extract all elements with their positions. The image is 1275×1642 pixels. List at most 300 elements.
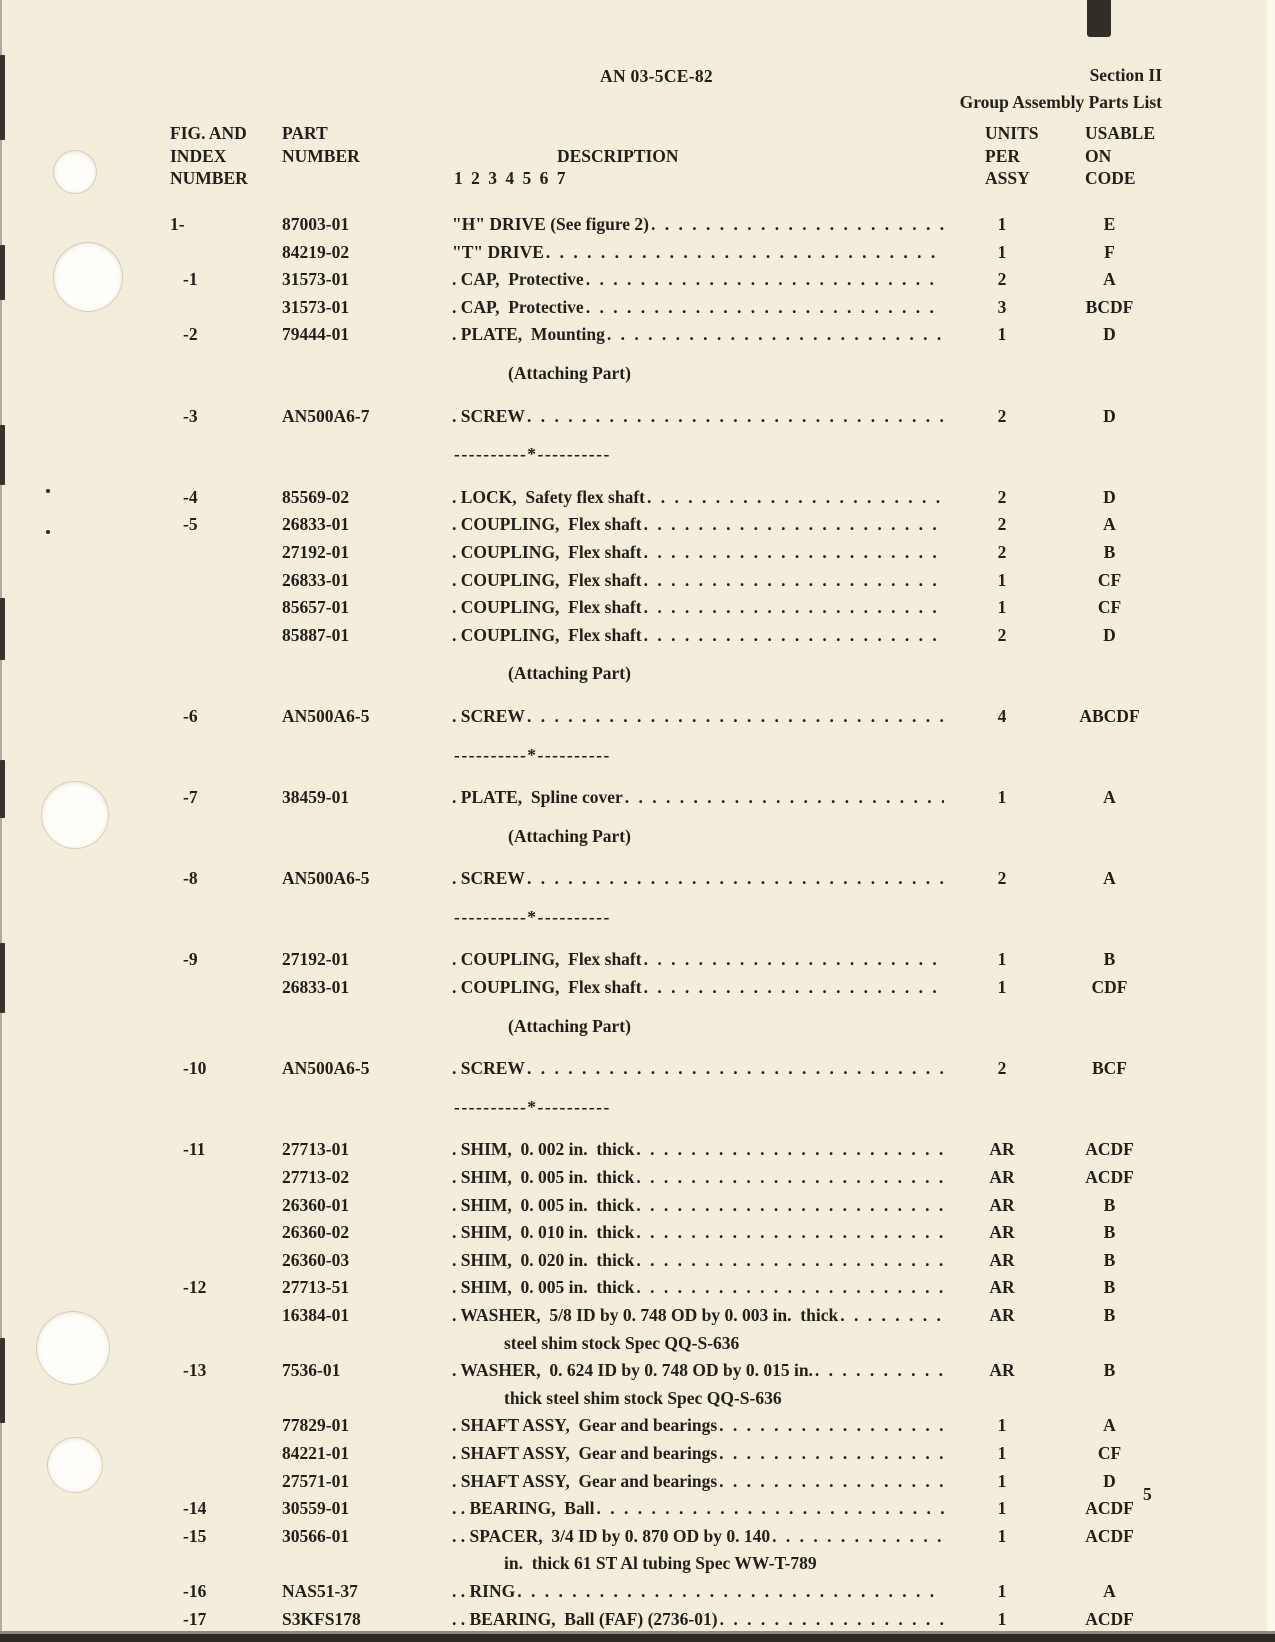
description-text: . SHIM, 0. 010 in. thick [452, 1222, 635, 1243]
table-row [170, 622, 1162, 650]
description-text: . COUPLING, Flex shaft [452, 514, 642, 535]
part-number-cell: 26360-01 [282, 1194, 350, 1215]
fig-index-cell: -5 [183, 514, 198, 535]
description-cell [452, 403, 947, 431]
table-row [170, 1578, 1162, 1606]
description-text: "T" DRIVE [452, 241, 544, 262]
col-header-units: PER [985, 145, 1020, 166]
units-cell: 1 [997, 324, 1007, 345]
group-separator [170, 742, 1162, 770]
units-cell: 1 [997, 241, 1007, 262]
attaching-part-note [170, 1013, 1162, 1041]
table-row [170, 1357, 1162, 1385]
top-right-scan-mark [1087, 0, 1111, 37]
table-row [170, 1055, 1162, 1083]
fig-index-cell: -16 [183, 1580, 207, 1601]
dot-leader [636, 1247, 944, 1275]
table-row [170, 784, 1162, 812]
fig-index-cell: -6 [183, 705, 198, 726]
description-cell [452, 1164, 947, 1192]
table-row [170, 1606, 1162, 1634]
description-text: . PLATE, Mounting [452, 324, 605, 345]
description-cell [452, 1385, 1162, 1413]
col-header-desc: DESCRIPTION [557, 145, 679, 166]
attaching-part-label: (Attaching Part) [508, 362, 631, 383]
fig-index-cell: -14 [183, 1498, 207, 1519]
separator-label: ----------*---------- [454, 1096, 611, 1117]
description-cell [452, 211, 947, 239]
fig-index-cell: -9 [183, 949, 198, 970]
description-cell [452, 1495, 947, 1523]
description-text: . SCREW [452, 405, 525, 426]
usable-code-cell: BCF [1092, 1058, 1127, 1079]
left-edge-mark [0, 760, 5, 818]
table-row [170, 594, 1162, 622]
units-cell: 2 [997, 1058, 1007, 1079]
punch-hole [54, 243, 122, 311]
dot-leader [644, 594, 944, 622]
units-cell: 1 [997, 977, 1007, 998]
attaching-part-label: (Attaching Part) [508, 825, 631, 846]
col-header-desc [452, 122, 947, 145]
units-cell: AR [989, 1249, 1015, 1270]
usable-code-cell: B [1103, 1249, 1116, 1270]
part-number-cell: 26833-01 [282, 569, 350, 590]
table-row [170, 239, 1162, 267]
usable-code-cell: B [1103, 541, 1116, 562]
usable-code-cell: B [1103, 1194, 1116, 1215]
description-cell [452, 1578, 947, 1606]
part-number-cell: AN500A6-5 [282, 705, 370, 726]
units-cell: 4 [997, 705, 1007, 726]
description-text: . WASHER, 0. 624 ID by 0. 748 OD by 0. 015 in. [452, 1360, 813, 1381]
description-cell [452, 1274, 947, 1302]
description-cell [452, 1606, 947, 1634]
description-text: . SHIM, 0. 005 in. thick [452, 1277, 635, 1298]
table-row [170, 865, 1162, 893]
table-row [170, 1440, 1162, 1468]
dot-leader [719, 1440, 944, 1468]
table-row [170, 1523, 1162, 1551]
left-edge-mark [0, 598, 5, 660]
part-number-cell: S3KFS178 [282, 1608, 361, 1629]
part-number-cell: 26360-03 [282, 1249, 350, 1270]
table-row [170, 511, 1162, 539]
table-row [170, 974, 1162, 1002]
part-number-cell: 87003-01 [282, 214, 350, 234]
part-number-cell: 31573-01 [282, 269, 350, 290]
dot-leader [517, 1578, 944, 1606]
usable-code-cell: ACDF [1085, 1139, 1134, 1160]
description-text: . PLATE, Spline cover [452, 787, 623, 808]
attaching-part-label: (Attaching Part) [508, 1015, 631, 1036]
description-text: . COUPLING, Flex shaft [452, 569, 642, 590]
description-text: . SHAFT ASSY, Gear and bearings [452, 1442, 718, 1463]
usable-code-cell: ACDF [1085, 1498, 1134, 1519]
usable-code-cell: B [1103, 949, 1116, 970]
fig-index-cell: -4 [183, 486, 198, 507]
units-cell: 2 [997, 486, 1007, 507]
table-row [170, 539, 1162, 567]
usable-code-cell: CF [1097, 1442, 1122, 1463]
dot-leader [719, 1412, 944, 1440]
dot-leader [636, 1274, 944, 1302]
table-row [170, 211, 1162, 239]
description-text: . CAP, Protective [452, 269, 584, 290]
dot-leader [607, 321, 944, 349]
right-edge-highlight [1267, 0, 1275, 1642]
dot-leader [527, 403, 944, 431]
description-text: thick steel shim stock Spec QQ-S-636 [504, 1387, 782, 1408]
usable-code-cell: B [1103, 1305, 1116, 1325]
description-cell [452, 1440, 947, 1468]
fig-index-cell: -8 [183, 868, 198, 889]
description-text: steel shim stock Spec QQ-S-636 [504, 1332, 740, 1353]
usable-code-cell: A [1103, 269, 1116, 290]
description-cell [452, 622, 947, 650]
usable-code-cell: A [1103, 868, 1116, 889]
description-cell [452, 974, 947, 1002]
table-row [170, 294, 1162, 322]
usable-code-cell: ACDF [1085, 1167, 1134, 1188]
usable-code-cell: A [1103, 787, 1116, 808]
part-number-cell: 27713-01 [282, 1139, 350, 1160]
units-cell: 1 [997, 1525, 1007, 1546]
part-number-cell: 26833-01 [282, 977, 350, 998]
column-header-line-3 [170, 167, 1162, 190]
usable-code-cell: B [1103, 1222, 1116, 1243]
description-text: . SCREW [452, 868, 525, 889]
description-text: . CAP, Protective [452, 296, 584, 317]
units-cell: AR [989, 1305, 1015, 1325]
dot-leader [647, 484, 944, 512]
description-text: . . BEARING, Ball (FAF) (2736-01) [452, 1608, 718, 1629]
group-separator [170, 904, 1162, 932]
col-header-part [282, 167, 452, 190]
units-cell: 2 [997, 405, 1007, 426]
paper-speck [46, 489, 50, 493]
punch-hole [42, 782, 108, 848]
table-row [170, 1274, 1162, 1302]
table-column-headers [170, 122, 1162, 190]
table-row [170, 1302, 1162, 1330]
punch-hole [37, 1312, 109, 1384]
description-cell [452, 1523, 947, 1551]
group-separator [170, 1094, 1162, 1122]
description-text: . SHIM, 0. 005 in. thick [452, 1194, 635, 1215]
units-cell: AR [989, 1277, 1015, 1298]
units-cell: 1 [997, 1470, 1007, 1491]
description-text: . SCREW [452, 1058, 525, 1079]
units-cell: 1 [997, 949, 1007, 970]
col-header-usable: CODE [1085, 168, 1136, 188]
table-row [170, 484, 1162, 512]
fig-index-cell: -12 [183, 1277, 207, 1298]
part-number-cell: 7536-01 [282, 1360, 341, 1381]
description-text: . COUPLING, Flex shaft [452, 949, 642, 970]
units-cell: 1 [997, 214, 1007, 234]
dot-leader [586, 294, 944, 322]
usable-code-cell: A [1103, 1580, 1116, 1601]
part-number-cell: 79444-01 [282, 324, 350, 345]
description-text: . . BEARING, Ball [452, 1498, 595, 1519]
description-text: . SHIM, 0. 020 in. thick [452, 1249, 635, 1270]
table-row [170, 1412, 1162, 1440]
column-header-line-1 [170, 122, 1162, 145]
section-subtitle: Group Assembly Parts List [959, 92, 1162, 112]
description-cell [452, 511, 947, 539]
units-cell: 1 [997, 1580, 1007, 1601]
units-cell: 2 [997, 269, 1007, 290]
bottom-edge-shadow [0, 1634, 1275, 1642]
description-text: . SHAFT ASSY, Gear and bearings [452, 1470, 718, 1491]
description-continuation [170, 1550, 1162, 1578]
units-cell: 1 [997, 787, 1007, 808]
column-header-line-2 [170, 145, 1162, 168]
description-text: . COUPLING, Flex shaft [452, 624, 642, 645]
part-number-cell: 85657-01 [282, 597, 350, 618]
description-cell [452, 1357, 947, 1385]
usable-code-cell: F [1104, 241, 1115, 262]
attaching-part-note [170, 823, 1162, 851]
usable-code-cell: CDF [1091, 977, 1128, 998]
description-cell [452, 266, 947, 294]
table-row [170, 1164, 1162, 1192]
fig-index-cell: -15 [183, 1525, 207, 1546]
left-edge-mark [0, 245, 5, 300]
dot-leader [527, 1055, 944, 1083]
usable-code-cell: CF [1097, 569, 1122, 590]
punch-hole [48, 1438, 102, 1492]
dot-leader [596, 1495, 944, 1523]
part-number-cell: 31573-01 [282, 296, 350, 317]
description-text: . SHAFT ASSY, Gear and bearings [452, 1415, 718, 1436]
dot-leader [644, 567, 944, 595]
dot-leader [636, 1192, 944, 1220]
col-header-units: UNITS [985, 123, 1039, 143]
dot-leader [772, 1523, 944, 1551]
units-cell: 2 [997, 868, 1007, 889]
usable-code-cell: ACDF [1085, 1608, 1134, 1629]
description-cell [452, 321, 947, 349]
dot-leader [527, 865, 944, 893]
description-text: . LOCK, Safety flex shaft [452, 486, 645, 507]
fig-index-cell: -13 [183, 1360, 207, 1381]
left-edge-mark [0, 943, 5, 1013]
units-cell: 2 [997, 514, 1007, 535]
separator-label: ----------*---------- [454, 744, 611, 765]
description-continuation [170, 1330, 1162, 1358]
dot-leader [840, 1302, 944, 1330]
part-number-cell: 27713-51 [282, 1277, 350, 1298]
punch-hole [54, 151, 96, 193]
description-text: "H" DRIVE (See figure 2) [452, 214, 650, 234]
usable-code-cell: D [1103, 486, 1116, 507]
dot-leader [636, 1136, 944, 1164]
separator-label: ----------*---------- [454, 444, 611, 465]
part-number-cell: NAS51-37 [282, 1580, 358, 1601]
part-number-cell: 38459-01 [282, 787, 350, 808]
table-row [170, 1495, 1162, 1523]
usable-code-cell: BCDF [1085, 296, 1134, 317]
units-cell: 1 [997, 1498, 1007, 1519]
part-number-cell: 77829-01 [282, 1415, 350, 1436]
col-header-fig: NUMBER [170, 168, 248, 188]
table-row [170, 946, 1162, 974]
units-cell: 2 [997, 541, 1007, 562]
part-number-cell: 30559-01 [282, 1498, 350, 1519]
description-text: . SHIM, 0. 002 in. thick [452, 1139, 635, 1160]
units-cell: 1 [997, 1442, 1007, 1463]
description-text: . WASHER, 5/8 ID by 0. 748 OD by 0. 003 in. thick [452, 1305, 839, 1325]
usable-code-cell: ABCDF [1079, 705, 1140, 726]
units-cell: AR [989, 1167, 1015, 1188]
dot-leader [644, 974, 944, 1002]
units-cell: AR [989, 1139, 1015, 1160]
description-cell [452, 1219, 947, 1247]
table-row [170, 1136, 1162, 1164]
units-cell: 1 [997, 1608, 1007, 1629]
separator-label: ----------*---------- [454, 906, 611, 927]
description-text: . COUPLING, Flex shaft [452, 977, 642, 998]
part-number-cell: AN500A6-5 [282, 868, 370, 889]
usable-code-cell: D [1103, 624, 1116, 645]
parts-table-body [170, 211, 1162, 1633]
description-cell [452, 1302, 947, 1330]
usable-code-cell: D [1103, 405, 1116, 426]
part-number-cell: 85887-01 [282, 624, 350, 645]
dot-leader [644, 539, 944, 567]
description-cell [452, 594, 947, 622]
description-cell [452, 784, 947, 812]
part-number-cell: 27192-01 [282, 949, 350, 970]
description-cell [452, 1468, 947, 1496]
description-cell [452, 484, 947, 512]
description-cell [452, 539, 947, 567]
dot-leader [719, 1468, 944, 1496]
units-cell: AR [989, 1222, 1015, 1243]
part-number-cell: 84221-01 [282, 1442, 350, 1463]
fig-index-cell: -2 [183, 324, 198, 345]
dot-leader [644, 946, 944, 974]
description-cell [452, 1055, 947, 1083]
description-continuation [170, 1385, 1162, 1413]
usable-code-cell: ACDF [1085, 1525, 1134, 1546]
col-header-fig: FIG. AND [170, 123, 247, 143]
col-header-units: ASSY [985, 168, 1030, 188]
description-text: . COUPLING, Flex shaft [452, 597, 642, 618]
dot-leader [644, 622, 944, 650]
description-cell [452, 1247, 947, 1275]
description-cell [452, 865, 947, 893]
part-number-cell: 85569-02 [282, 486, 350, 507]
attaching-part-note [170, 660, 1162, 688]
col-header-usable: ON [1085, 145, 1112, 166]
fig-index-cell: 1- [170, 214, 185, 234]
dot-leader [527, 703, 944, 731]
units-cell: 3 [997, 296, 1007, 317]
description-text: . COUPLING, Flex shaft [452, 541, 642, 562]
usable-code-cell: A [1103, 514, 1116, 535]
usable-code-cell: A [1103, 1415, 1116, 1436]
table-row [170, 1219, 1162, 1247]
fig-index-cell: -17 [183, 1608, 207, 1629]
description-cell [452, 239, 947, 267]
usable-code-cell: D [1103, 1470, 1116, 1491]
left-edge-mark [0, 425, 5, 485]
col-header-part: PART [282, 123, 328, 143]
table-row [170, 1247, 1162, 1275]
table-row [170, 403, 1162, 431]
description-text: . . SPACER, 3/4 ID by 0. 870 OD by 0. 140 [452, 1525, 771, 1546]
description-cell [452, 1330, 1162, 1358]
dot-leader [586, 266, 944, 294]
usable-code-cell: D [1103, 324, 1116, 345]
description-cell [452, 703, 947, 731]
dot-leader [651, 211, 944, 239]
section-header [960, 62, 1162, 116]
description-text: in. thick 61 ST Al tubing Spec WW-T-789 [504, 1553, 817, 1574]
col-header-part: NUMBER [282, 145, 360, 166]
doc-number: AN 03-5CE-82 [600, 66, 713, 86]
part-number-cell: AN500A6-5 [282, 1058, 370, 1079]
table-row [170, 703, 1162, 731]
description-cell [452, 946, 947, 974]
col-header-fig: INDEX [170, 145, 227, 166]
part-number-cell: 26833-01 [282, 514, 350, 535]
part-number-cell: AN500A6-7 [282, 405, 370, 426]
description-cell [452, 1192, 947, 1220]
page-number: 5 [1143, 1484, 1152, 1504]
dot-leader [625, 784, 944, 812]
usable-code-cell: CF [1097, 597, 1122, 618]
fig-index-cell: -10 [183, 1058, 207, 1079]
left-edge-mark [0, 55, 5, 140]
fig-index-cell: -7 [183, 787, 198, 808]
description-cell [452, 1136, 947, 1164]
part-number-cell: 27192-01 [282, 541, 350, 562]
description-text: . SHIM, 0. 005 in. thick [452, 1167, 635, 1188]
dot-leader [636, 1164, 944, 1192]
description-text: . SCREW [452, 705, 525, 726]
dot-leader [720, 1606, 944, 1634]
description-cell [452, 294, 947, 322]
units-cell: 1 [997, 569, 1007, 590]
description-cell [452, 567, 947, 595]
part-number-cell: 26360-02 [282, 1222, 350, 1243]
usable-code-cell: B [1103, 1277, 1116, 1298]
part-number-cell: 16384-01 [282, 1305, 350, 1325]
attaching-part-label: (Attaching Part) [508, 663, 631, 684]
description-cell [452, 1412, 947, 1440]
table-row [170, 1192, 1162, 1220]
usable-code-cell: E [1103, 214, 1116, 234]
table-row [170, 567, 1162, 595]
table-row [170, 266, 1162, 294]
fig-index-cell: -11 [183, 1139, 206, 1160]
col-header-usable: USABLE [1085, 123, 1156, 143]
units-cell: AR [989, 1360, 1015, 1381]
group-separator [170, 441, 1162, 469]
paper-speck [46, 530, 50, 534]
section-title: Section II [1089, 65, 1162, 85]
dot-leader [815, 1357, 944, 1385]
units-cell: 1 [997, 597, 1007, 618]
usable-code-cell: B [1103, 1360, 1116, 1381]
attaching-part-note [170, 360, 1162, 388]
part-number-cell: 27713-02 [282, 1167, 350, 1188]
part-number-cell: 84219-02 [282, 241, 350, 262]
